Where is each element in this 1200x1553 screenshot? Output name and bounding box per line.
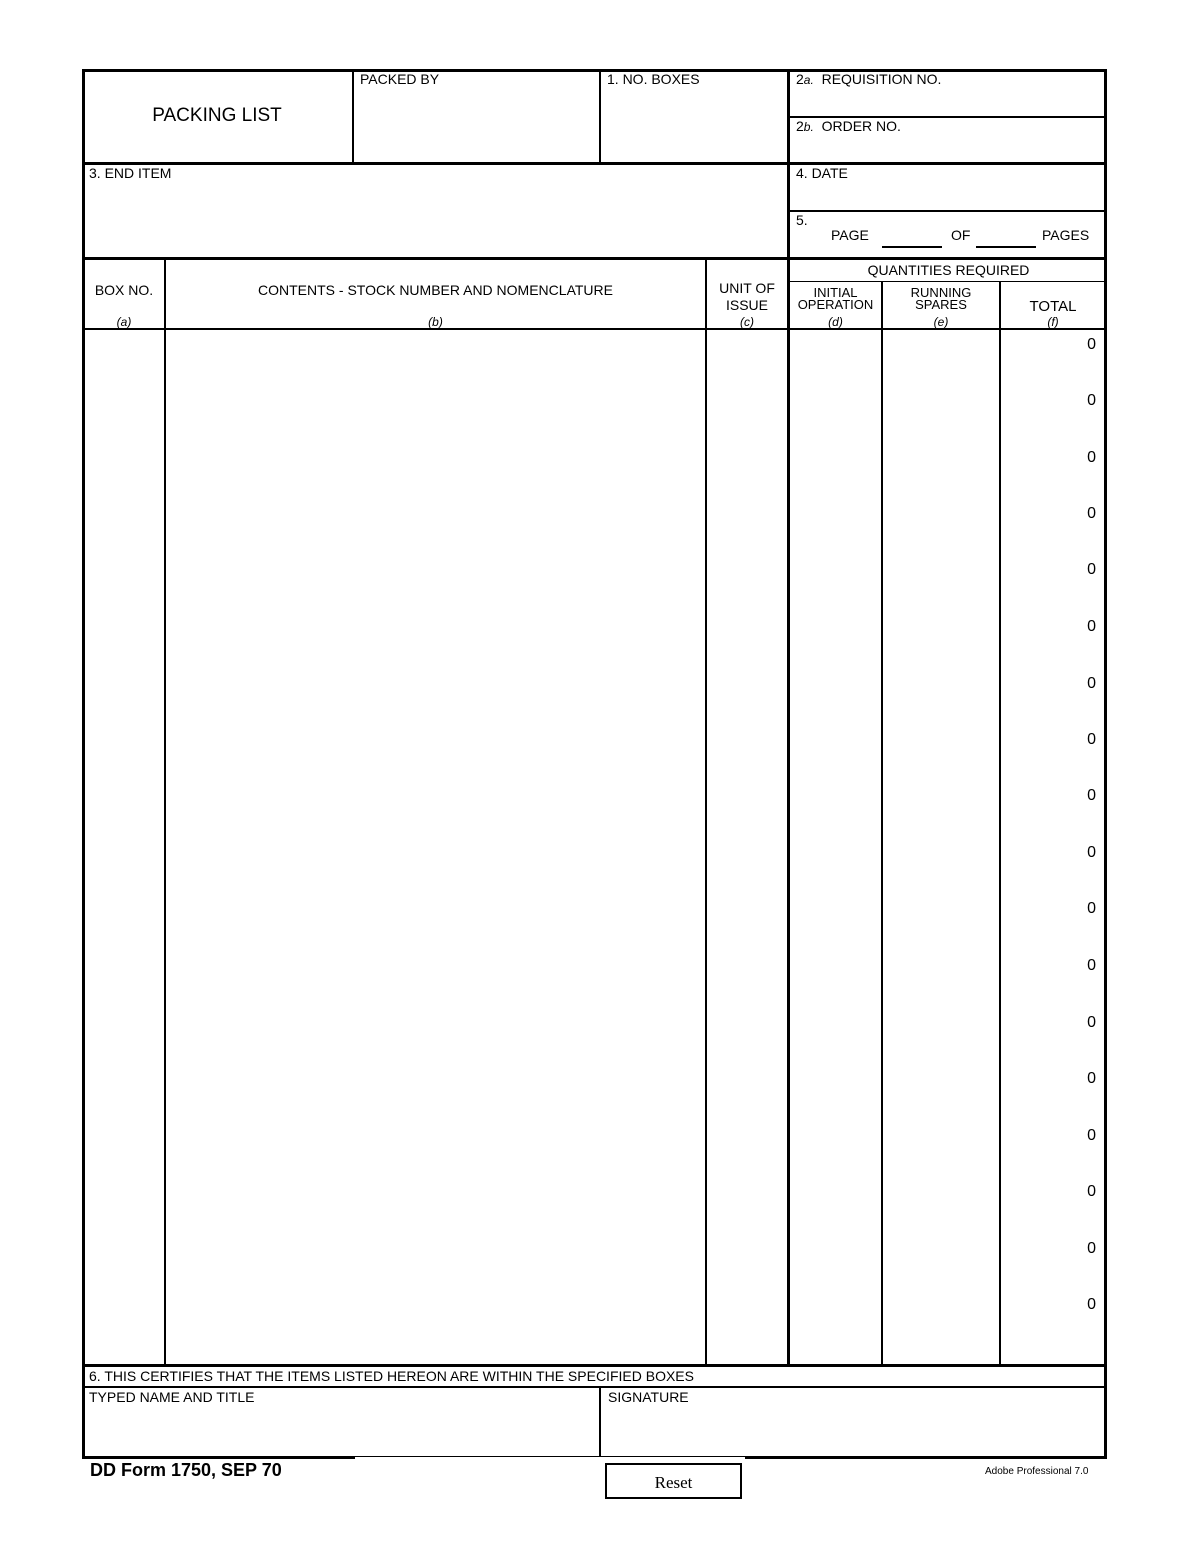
contents-column[interactable] (167, 331, 704, 1363)
total-value[interactable]: 0 (1087, 561, 1096, 578)
date-label: 4. DATE (796, 165, 848, 181)
page-label: PAGE (831, 227, 869, 243)
total-value[interactable]: 0 (1087, 618, 1096, 635)
of-label: OF (951, 227, 971, 243)
divider (82, 1364, 1107, 1367)
total-value[interactable]: 0 (1087, 1183, 1096, 1200)
total-value[interactable]: 0 (1087, 1127, 1096, 1144)
total-letter: (f) (1047, 315, 1059, 329)
unit-column[interactable] (708, 331, 786, 1363)
initial-header-line2: OPERATION (797, 297, 874, 312)
divider (352, 69, 354, 164)
total-value[interactable]: 0 (1087, 731, 1096, 748)
divider (599, 1387, 601, 1459)
page-field[interactable] (882, 226, 942, 248)
divider (999, 282, 1001, 1365)
order-label-letter: b. (803, 120, 814, 134)
typed-name-field[interactable] (86, 1407, 597, 1455)
total-value[interactable]: 0 (1087, 336, 1096, 353)
divider (788, 210, 1107, 212)
no-boxes-field[interactable] (602, 90, 786, 160)
requisition-label-letter: a. (803, 73, 814, 87)
total-value[interactable]: 0 (1087, 675, 1096, 692)
total-value[interactable]: 0 (1087, 957, 1096, 974)
initial-operation-column[interactable] (791, 331, 880, 1363)
typed-name-label: TYPED NAME AND TITLE (89, 1389, 255, 1405)
box-no-header: BOX NO. (94, 282, 154, 298)
divider (705, 259, 707, 1365)
total-value[interactable]: 0 (1087, 449, 1096, 466)
divider (82, 162, 1107, 165)
software-note: Adobe Professional 7.0 (985, 1466, 1089, 1477)
total-value[interactable]: 0 (1087, 1296, 1096, 1313)
reset-button[interactable]: Reset (605, 1463, 742, 1499)
total-value[interactable]: 0 (1087, 1014, 1096, 1031)
packed-by-field[interactable] (355, 90, 598, 160)
total-value[interactable]: 0 (1087, 900, 1096, 917)
total-value[interactable]: 0 (1087, 505, 1096, 522)
total-value[interactable]: 0 (1087, 787, 1096, 804)
initial-letter: (d) (828, 315, 843, 329)
divider (788, 281, 1107, 282)
box-no-letter: (a) (116, 315, 132, 329)
divider (599, 69, 601, 164)
total-value[interactable]: 0 (1087, 1240, 1096, 1257)
packed-by-label: PACKED BY (360, 71, 440, 87)
total-value[interactable]: 0 (1087, 1070, 1096, 1087)
end-item-label: 3. END ITEM (89, 165, 172, 181)
running-header-line2: SPARES (915, 297, 967, 312)
requisition-label-num: 2 (796, 71, 804, 87)
divider (787, 69, 790, 260)
requisition-label (796, 72, 941, 88)
order-label-text: ORDER NO. (821, 118, 901, 134)
contents-header: CONTENTS - STOCK NUMBER AND NOMENCLATURE (258, 282, 613, 298)
initial-header-line1: INITIAL (813, 285, 858, 300)
box-no-column[interactable] (86, 331, 163, 1363)
unit-header-line1: UNIT OF (719, 280, 775, 296)
contents-letter: (b) (428, 315, 443, 329)
running-spares-column[interactable] (884, 331, 998, 1363)
order-label-num: 2 (796, 118, 804, 134)
no-boxes-label: 1. NO. BOXES (607, 71, 700, 87)
signature-label: SIGNATURE (608, 1389, 689, 1405)
total-header: TOTAL (1029, 298, 1077, 315)
divider (82, 1386, 1107, 1388)
unit-header-line2: ISSUE (725, 297, 768, 313)
running-header-line1: RUNNING (910, 285, 972, 300)
total-value[interactable]: 0 (1087, 844, 1096, 861)
requisition-field[interactable] (792, 90, 1104, 115)
quantities-header: QUANTITIES REQUIRED (867, 262, 1030, 278)
order-field[interactable] (792, 136, 1104, 161)
end-item-field[interactable] (86, 184, 785, 256)
unit-letter: (c) (740, 315, 754, 329)
pages-label: PAGES (1042, 227, 1090, 243)
date-field[interactable] (792, 184, 1104, 209)
of-pages-field[interactable] (976, 226, 1036, 248)
divider (787, 259, 790, 1365)
certify-statement: 6. THIS CERTIFIES THAT THE ITEMS LISTED HEREON ARE WITHIN THE SPECIFIED BOXES (89, 1368, 694, 1384)
signature-field[interactable] (603, 1407, 1103, 1455)
requisition-label-text: REQUISITION NO. (821, 71, 942, 87)
form-title: PACKING LIST (152, 105, 282, 126)
page-num-label: 5. (796, 212, 808, 228)
running-letter: (e) (933, 315, 949, 329)
divider (355, 1457, 745, 1459)
total-value[interactable]: 0 (1087, 392, 1096, 409)
order-label (796, 119, 901, 135)
divider (164, 259, 166, 1365)
divider (82, 257, 1107, 260)
form-id: DD Form 1750, SEP 70 (90, 1460, 282, 1480)
divider (881, 282, 883, 1365)
